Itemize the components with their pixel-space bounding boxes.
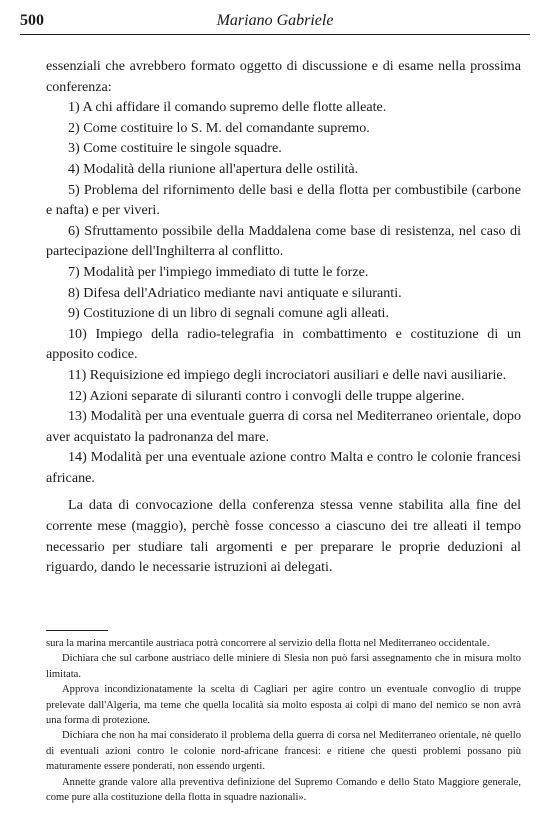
agenda-item-text: Costituzione di un libro di segnali comune agli alleati. <box>83 305 389 322</box>
agenda-item-number: 5) <box>68 181 80 198</box>
agenda-item <box>46 97 521 118</box>
agenda-item-number: 9) <box>68 305 80 322</box>
agenda-item-text: Azioni separate di siluranti contro i convogli delle truppe algerine. <box>89 387 465 404</box>
agenda-item-number: 11) <box>68 366 87 383</box>
agenda-item-number: 13) <box>68 408 87 425</box>
closing-paragraph: La data di convocazione della conferenza stessa venne stabilita alla fine del corrente mese (maggio), perchè fosse concesso a ciascuno dei tre alleati il tempo necessario per studiare tali argomenti e per preparare le proprie deduzioni al riguardo, dando le necessarie istruzioni ai delegati. <box>46 497 521 576</box>
agenda-item-text: Modalità per l'impiego immediato di tutte le forze. <box>83 263 369 280</box>
agenda-item <box>46 406 521 447</box>
agenda-item-number: 6) <box>68 222 80 239</box>
footnote-paragraph: sura la marina mercantile austriaca potrà concorrere al servizio della flotta nel Mediterraneo occidentale. <box>46 638 490 649</box>
agenda-item <box>46 447 521 488</box>
agenda-item-text: Difesa dell'Adriatico mediante navi antiquate e siluranti. <box>83 284 402 301</box>
agenda-item <box>46 221 521 262</box>
footnote-paragraph: Dichiara che sul carbone austriaco delle miniere di Slesia non può farsi assegnamento che in misura molto limitata. <box>46 653 521 680</box>
page-number: 500 <box>20 12 44 29</box>
agenda-item-text: Come costituire le singole squadre. <box>83 140 282 157</box>
agenda-item <box>46 159 521 180</box>
main-text <box>46 56 521 578</box>
footnote-rule <box>46 630 108 631</box>
agenda-item <box>46 283 521 304</box>
footnote-paragraph: Annette grande valore alla preventiva definizione del Supremo Comando e dello Stato Maggiore generale, come pure alla costituzione della flotta in squadre nazionali». <box>46 776 521 804</box>
agenda-item-text: Impiego della radio-telegrafia in combattimento e costituzione di un apposito codice. <box>46 325 521 363</box>
agenda-item <box>46 303 521 324</box>
agenda-item-text: Sfruttamento possibile della Maddalena come base di resistenza, nel caso di partecipazione dell'Inghilterra al conflitto. <box>46 222 521 260</box>
agenda-item-number: 3) <box>68 140 80 157</box>
agenda-item <box>46 365 521 386</box>
agenda-item-number: 2) <box>68 119 80 136</box>
agenda-item <box>46 118 521 139</box>
agenda-item-number: 4) <box>68 160 80 177</box>
agenda-item-number: 10) <box>68 325 87 342</box>
agenda-item <box>46 262 521 283</box>
agenda-item-number: 1) <box>68 99 80 116</box>
intro-paragraph: essenziali che avrebbero formato oggetto di discussione e di esame nella prossima conferenza: <box>46 58 521 95</box>
agenda-item-number: 14) <box>68 449 87 466</box>
footnote-paragraph: Approva incondizionatamente la scelta di Cagliari per agire contro un eventuale convoglio di truppe prelevate dall'Algeria, ma teme che quella località sia molto esposta ai colpi di mano del nemico se non avrà una forma di protezione. <box>46 684 521 727</box>
agenda-item-text: Come costituire lo S. M. del comandante supremo. <box>83 119 370 136</box>
agenda-list <box>46 97 521 488</box>
footnote-paragraph: Dichiara che non ha mai considerato il problema della guerra di corsa nel Mediterraneo orientale, nè quello di eventuali azioni contro le colonie nord-africane francesi: e ritiene che questi problemi possano più maturamente essere ponderati, non essendo urgenti. <box>46 730 521 773</box>
agenda-item-number: 12) <box>68 387 87 404</box>
page-header <box>20 12 530 34</box>
agenda-item <box>46 138 521 159</box>
agenda-item-number: 8) <box>68 284 80 301</box>
agenda-item-text: Modalità della riunione all'apertura delle ostilità. <box>83 160 359 177</box>
agenda-item-text: Modalità per una eventuale azione contro Malta e contro le colonie francesi africane. <box>46 449 521 486</box>
agenda-item-text: Requisizione ed impiego degli incrociatori ausiliari e delle navi ausiliarie. <box>89 366 507 383</box>
agenda-item <box>46 180 521 221</box>
agenda-item-text: Modalità per una eventuale guerra di corsa nel Mediterraneo orientale, dopo aver acquistato la padronanza del mare. <box>46 408 521 445</box>
agenda-item <box>46 324 521 365</box>
header-rule <box>20 34 530 35</box>
agenda-item <box>46 386 521 407</box>
agenda-item-text: A chi affidare il comando supremo delle flotte alleate. <box>82 99 387 116</box>
running-head: Mariano Gabriele <box>216 12 334 29</box>
footnotes <box>46 636 521 805</box>
agenda-item-text: Problema del rifornimento delle basi e della flotta per combustibile (carbone e nafta) e per viveri. <box>46 181 521 219</box>
agenda-item-number: 7) <box>68 263 80 280</box>
